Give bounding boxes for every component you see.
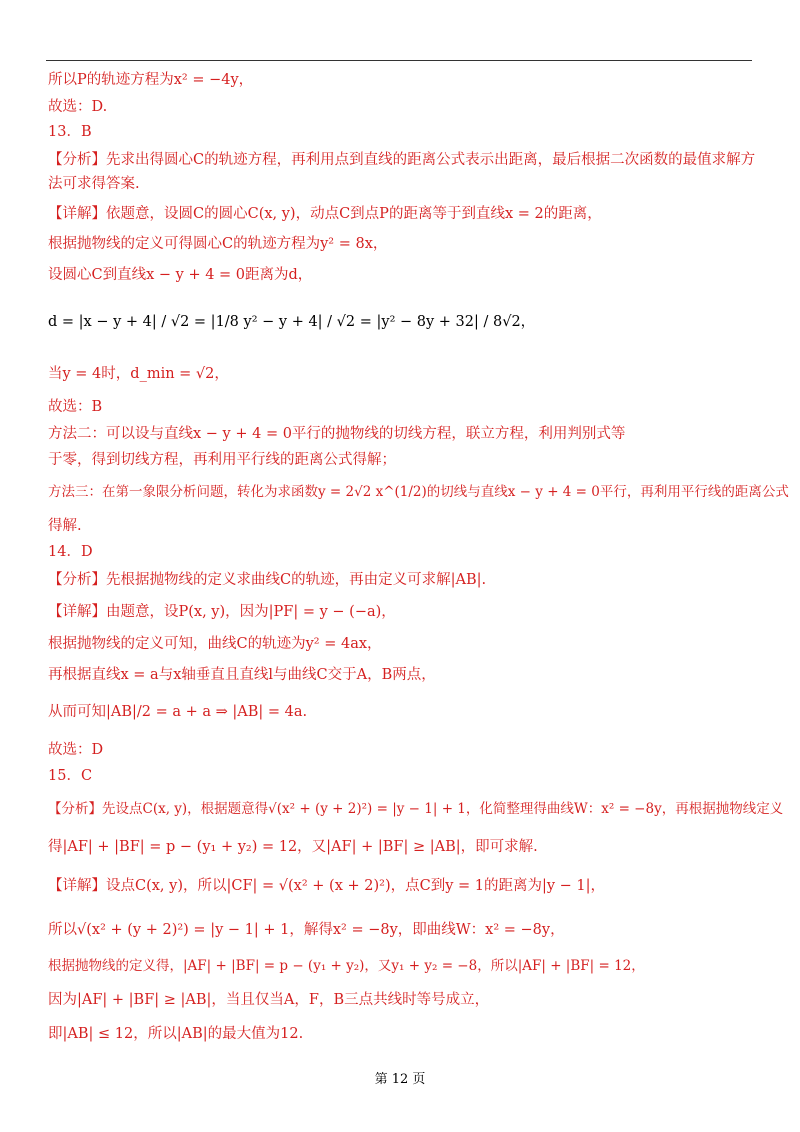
text-line: 【分析】先求出得圆心C的轨迹方程，再利用点到直线的距离公式表示出距离，最后根据二次函数的最值求解方 <box>48 152 756 168</box>
text-line: 设圆心C到直线x − y + 4 = 0距离为d， <box>48 267 313 283</box>
text-line: 【分析】先根据抛物线的定义求曲线C的轨迹，再由定义可求解|AB|. <box>48 572 487 588</box>
text-line: 方法三：在第一象限分析问题，转化为求函数y = 2√2 x^(1/2)的切线与直线x − y + 4 = 0平行，再利用平行线的距离公式 <box>48 484 789 500</box>
text-line: 方法二：可以设与直线x − y + 4 = 0平行的抛物线的切线方程，联立方程，利用判别式等 <box>48 426 626 442</box>
text-line: 所以P的轨迹方程为x² = −4y， <box>48 72 254 88</box>
text-line: 得|AF| + |BF| = p − (y₁ + y₂) = 12，又|AF| + |BF| ≥ |AB|，即可求解. <box>48 839 538 855</box>
text-line: 故选：B <box>48 399 103 415</box>
text-line: 根据抛物线的定义可得圆心C的轨迹方程为y² = 8x， <box>48 236 388 252</box>
text-line: 于零，得到切线方程，再利用平行线的距离公式得解； <box>48 452 396 468</box>
text-line: 故选：D <box>48 742 104 758</box>
text-line: 因为|AF| + |BF| ≥ |AB|，当且仅当A，F，B三点共线时等号成立， <box>48 992 490 1008</box>
text-line: 从而可知|AB|/2 = a + a ⇒ |AB| = 4a. <box>48 704 308 720</box>
text-line: 所以√(x² + (y + 2)²) = |y − 1| + 1，解得x² = −8y，即曲线W：x² = −8y， <box>48 922 565 938</box>
header-rule <box>46 60 752 61</box>
text-line: 根据抛物线的定义得，|AF| + |BF| = p − (y₁ + y₂)，又y₁ + y₂ = −8，所以|AF| + |BF| = 12， <box>48 958 645 974</box>
text-line: 根据抛物线的定义可知，曲线C的轨迹为y² = 4ax， <box>48 636 382 652</box>
text-line: 得解. <box>48 518 82 534</box>
text-line: 【详解】依题意，设圆C的圆心C(x, y)，动点C到点P的距离等于到直线x = 2的距离， <box>48 206 602 222</box>
text-line: 14．D <box>48 544 93 560</box>
page-number: 第 12 页 <box>374 1072 426 1087</box>
text-line: 【分析】先设点C(x, y)，根据题意得√(x² + (y + 2)²) = |y − 1| + 1，化简整理得曲线W：x² = −8y，再根据抛物线定义 <box>48 801 784 817</box>
text-line: 【详解】设点C(x, y)，所以|CF| = √(x² + (x + 2)²)，点C到y = 1的距离为|y − 1|， <box>48 878 606 894</box>
formula-line: d = |x − y + 4| / √2 = |1/8 y² − y + 4| / √2 = |y² − 8y + 32| / 8√2， <box>48 314 536 330</box>
text-line: 故选：D. <box>48 99 108 115</box>
text-line: 当y = 4时，d_min = √2， <box>48 366 229 382</box>
text-line: 法可求得答案. <box>48 176 140 192</box>
text-line: 13．B <box>48 124 92 140</box>
text-line: 再根据直线x = a与x轴垂直且直线l与曲线C交于A，B两点， <box>48 667 436 683</box>
text-line: 【详解】由题意，设P(x, y)，因为|PF| = y − (−a)， <box>48 604 396 620</box>
text-line: 15．C <box>48 768 93 784</box>
text-line: 即|AB| ≤ 12，所以|AB|的最大值为12. <box>48 1026 304 1042</box>
